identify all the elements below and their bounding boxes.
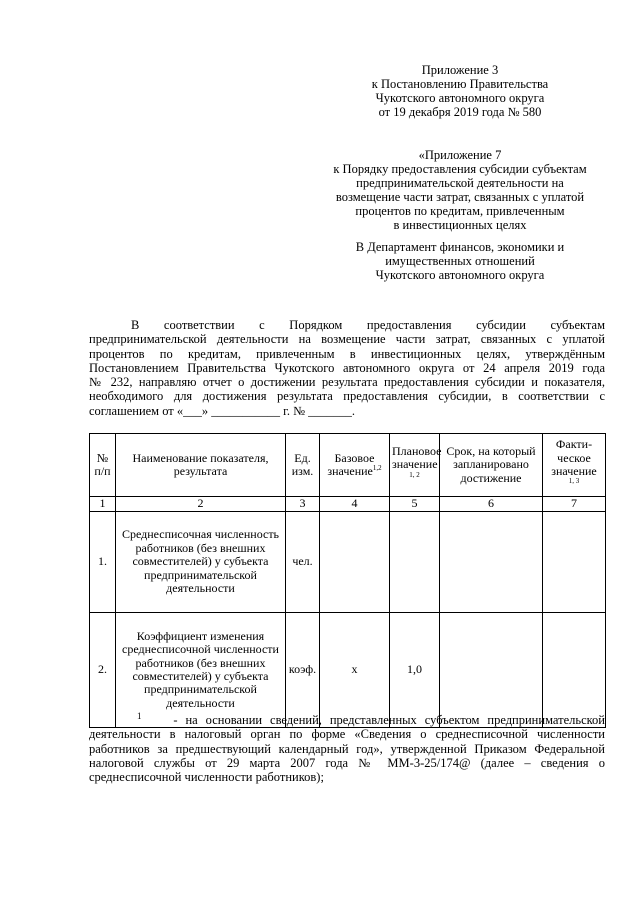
intro-line: № 232, направляю отчет о достижении результата предоставления субсидии и показателя, — [89, 375, 605, 390]
cell-num: 2. — [90, 613, 116, 728]
intro-line: предпринимательской деятельности на возмещение части затрат, связанных с уплатой — [89, 332, 605, 347]
footnote-line: среднесписочной численности работников); — [89, 770, 324, 785]
column-number: 3 — [286, 497, 320, 512]
intro-line: В соответствии с Порядком предоставления субсидии субъектам — [131, 318, 605, 332]
intro-line: необходимого для достижения результата предоставления субсидии, в соответствии с — [89, 389, 605, 404]
cell-plan: 1,0 — [390, 613, 440, 728]
header-line: к Постановлению Правительства — [371, 77, 549, 91]
cell-plan — [390, 512, 440, 613]
header-line: к Порядку предоставления субсидии субъектам — [333, 162, 587, 176]
header-line: «Приложение 7 — [418, 148, 502, 162]
column-number: 6 — [440, 497, 543, 512]
fact-footnote-ref: 1, 3 — [568, 477, 580, 486]
cell-unit: коэф. — [286, 613, 320, 728]
column-number: 2 — [116, 497, 286, 512]
plan-footnote-ref: 1, 2 — [409, 470, 420, 479]
cell-base: х — [320, 613, 390, 728]
table-header-row — [90, 434, 606, 497]
footnote-line — [89, 710, 605, 727]
col-header-num: № п/п — [90, 434, 116, 497]
footnote-line-text: - на основании сведений, представленных субъектом предпринимательской — [173, 713, 605, 727]
col-header-term: Срок, на который запланировано достижение — [440, 434, 543, 497]
intro-line: процентов по кредитам, привлеченным в инвестиционных целях, утверждённым — [89, 346, 605, 361]
table-row — [90, 512, 606, 613]
cell-base — [320, 512, 390, 613]
cell-unit: чел. — [286, 512, 320, 613]
column-number: 4 — [320, 497, 390, 512]
column-number: 5 — [390, 497, 440, 512]
header-line: процентов по кредитам, привлеченным — [355, 204, 565, 218]
plan-label: Плановое значение — [392, 443, 442, 472]
intro-line: Постановлением Правительства Чукотского автономного округа от 24 апреля 2019 года — [89, 360, 605, 375]
cell-fact — [543, 613, 606, 728]
col-header-fact — [543, 434, 606, 497]
col-header-base — [320, 434, 390, 497]
header-line: предпринимательской деятельности на — [356, 176, 564, 190]
footnote-line: деятельности в налоговый орган по форме «Сведения о среднесписочной численности — [89, 727, 605, 742]
header-line: возмещение части затрат, связанных с уплатой — [335, 190, 585, 204]
header-line: от 19 декабря 2019 года № 580 — [378, 105, 542, 119]
appendix-7-header — [290, 148, 630, 232]
col-header-plan — [390, 434, 440, 497]
base-footnote-ref: 1,2 — [372, 464, 382, 472]
cell-num: 1. — [90, 512, 116, 613]
cell-term — [440, 512, 543, 613]
column-number: 1 — [90, 497, 116, 512]
cell-term — [440, 613, 543, 728]
intro-paragraph — [89, 318, 605, 418]
footnote-line: работников за предшествующий календарный год», утвержденной Приказом Федеральной — [89, 741, 605, 756]
addressee-line: Чукотского автономного округа — [375, 268, 545, 282]
column-number-row — [90, 497, 606, 512]
addressee-line: имущественных отношений — [385, 254, 535, 268]
col-header-name: Наименование показателя, результата — [116, 434, 286, 497]
base-label: Базовое значение — [327, 450, 375, 478]
header-line: Чукотского автономного округа — [375, 91, 545, 105]
report-table — [89, 433, 606, 728]
intro-line: соглашением от «___» ___________ г. № _______. — [89, 403, 356, 418]
addressee-block — [290, 240, 630, 282]
fact-label: Факти-ческое значение — [551, 437, 597, 478]
col-header-unit: Ед. изм. — [286, 434, 320, 497]
addressee-line: В Департамент финансов, экономики и — [355, 240, 565, 254]
footnote-mark: 1 — [137, 710, 142, 721]
cell-name: Среднесписочная численность работников (без внешних совместителей) у субъекта предпринимательской деятельности — [116, 512, 286, 613]
header-line: в инвестиционных целях — [393, 218, 527, 232]
appendix-3-header — [290, 63, 630, 119]
footnote — [89, 710, 605, 785]
table-row — [90, 613, 606, 728]
footnote-line: налоговой службы от 29 марта 2007 года № ММ-3-25/174@ (далее – сведения о — [89, 755, 605, 770]
column-number: 7 — [543, 497, 606, 512]
cell-fact — [543, 512, 606, 613]
header-line: Приложение 3 — [421, 63, 499, 77]
cell-name: Коэффициент изменения среднесписочной численности работников (без внешних совместителей) у субъекта предпринимательской деятельности — [116, 613, 286, 728]
